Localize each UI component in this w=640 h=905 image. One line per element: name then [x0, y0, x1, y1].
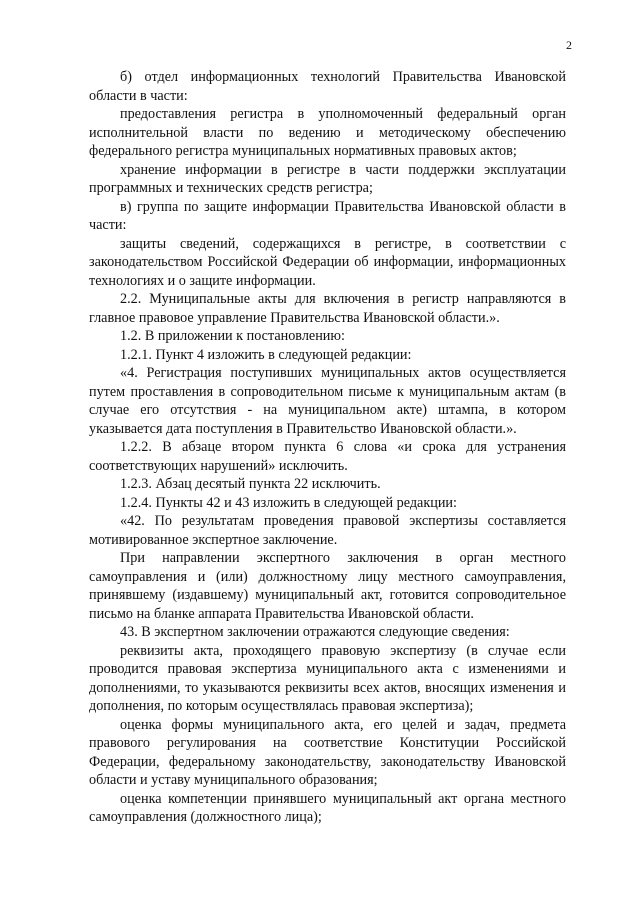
document-body	[89, 68, 566, 827]
paragraph: 1.2.1. Пункт 4 изложить в следующей редакции:	[120, 346, 412, 363]
paragraph: оценка компетенции принявшего муниципальный акт органа местного самоуправления (должностного лица);	[89, 790, 566, 825]
paragraph: 43. В экспертном заключении отражаются следующие сведения:	[120, 624, 510, 640]
paragraph: оценка формы муниципального акта, его целей и задач, предмета правового регулирования на соответствие Конституции Российской Федерации, федеральному законодательству, законодательству Ивановской области и уставу муниципального образования;	[89, 716, 566, 788]
page-number: 2	[566, 38, 572, 52]
paragraph: хранение информации в регистре в части поддержки эксплуатации программных и технических средств регистра;	[89, 161, 566, 196]
paragraph: 2.2. Муниципальные акты для включения в регистр направляются в главное правовое управление Правительства Ивановской области.».	[89, 291, 566, 326]
paragraph: «42. По результатам проведения правовой экспертизы составляется мотивированное экспертное заключение.	[89, 513, 566, 548]
paragraph: защиты сведений, содержащихся в регистре, в соответствии с законодательством Российской Федерации об информации, информационных технологиях и о защите информации.	[89, 235, 566, 289]
paragraph: 1.2. В приложении к постановлению:	[120, 328, 345, 344]
paragraph: 1.2.2. В абзаце втором пункта 6 слова «и срока для устранения соответствующих нарушений» исключить.	[89, 439, 566, 474]
paragraph: При направлении экспертного заключения в орган местного самоуправления и (или) должностному лицу местного самоуправления, принявшему (издавшему) муниципальный акт, готовится сопроводительное письмо на бланке аппарата Правительства Ивановской области.	[89, 550, 566, 622]
paragraph: б) отдел информационных технологий Правительства Ивановской области в части:	[89, 69, 566, 104]
paragraph: реквизиты акта, проходящего правовую экспертизу (в случае если проводится правовая экспертиза муниципального акта с изменениями и дополнениями, то указываются реквизиты всех актов, вносящих изменения и дополнения, по которым осуществлялась правовая экспертиза);	[89, 642, 566, 714]
paragraph: предоставления регистра в уполномоченный федеральный орган исполнительной власти по ведению и методическому обеспечению федерального регистра муниципальных нормативных правовых актов;	[89, 106, 566, 159]
paragraph: 1.2.3. Абзац десятый пункта 22 исключить.	[120, 476, 381, 492]
paragraph: «4. Регистрация поступивших муниципальных актов осуществляется путем проставления в сопроводительном письме к муниципальным актам (в случае его отсутствия - на муниципальном акте) штампа, в котором указывается дата поступления в Правительство Ивановской области.».	[89, 365, 566, 437]
paragraph: 1.2.4. Пункты 42 и 43 изложить в следующей редакции:	[120, 494, 457, 511]
paragraph: в) группа по защите информации Правительства Ивановской области в части:	[89, 198, 566, 233]
